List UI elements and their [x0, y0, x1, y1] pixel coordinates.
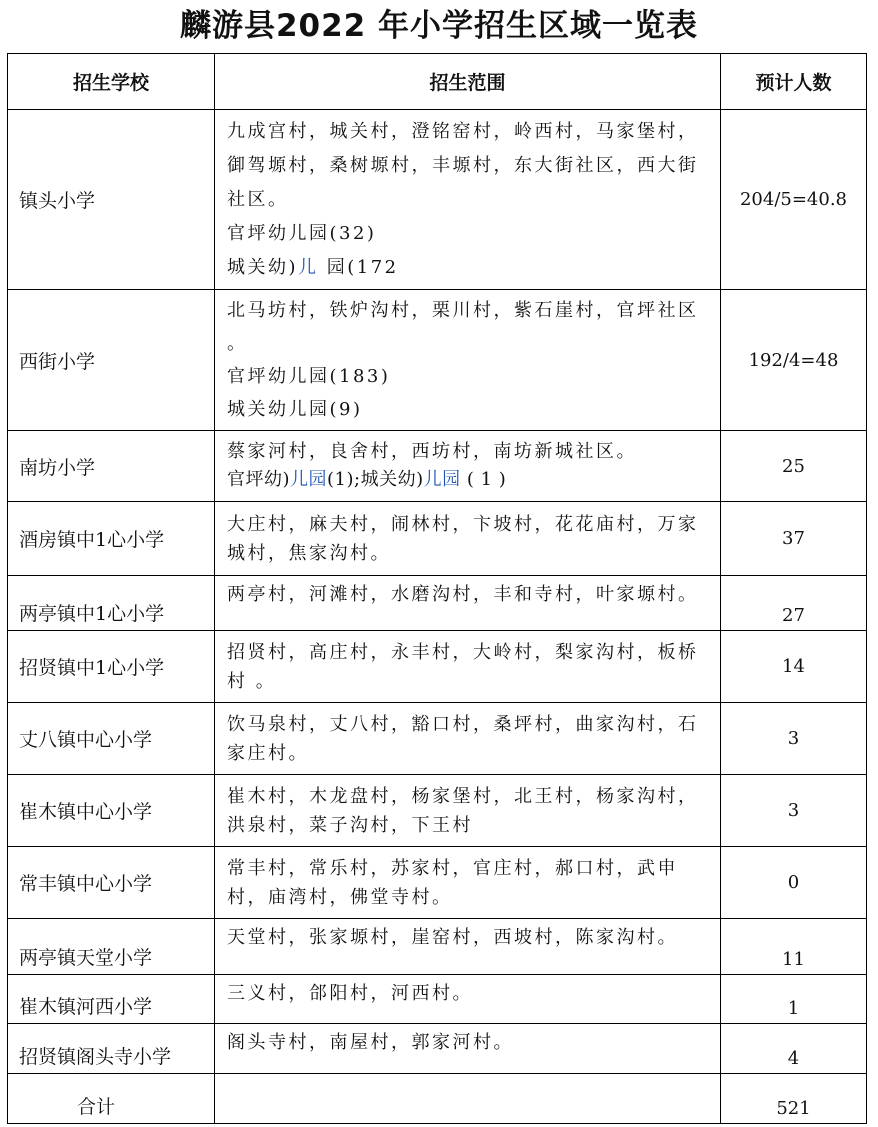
- range-line: 崔木村，木龙盘村，杨家堡村，北王村，杨家沟村，洪泉村，菜子沟村，下王村: [227, 785, 699, 836]
- range-text: 城关幼): [227, 256, 299, 278]
- total-label: 合计: [8, 1074, 215, 1124]
- header-school: 招生学校: [8, 54, 215, 110]
- table-row: [8, 919, 867, 975]
- range-line: 官坪幼儿园(183): [227, 366, 391, 387]
- school-name: 镇头小学: [8, 110, 215, 290]
- enrollment-range: [215, 110, 721, 290]
- enrollment-range: [215, 290, 721, 431]
- enrollment-range: [215, 847, 721, 919]
- expected-count: 204/5=40.8: [721, 110, 867, 290]
- table-row: [8, 431, 867, 502]
- range-line: [227, 466, 714, 494]
- range-line: 天堂村，张家塬村，崖窑村，西坡村，陈家沟村。: [227, 927, 678, 948]
- range-line: 大庄村，麻夫村，闹林村，卞坡村，花花庙村，万家城村，焦家沟村。: [227, 513, 699, 564]
- table-header-row: [8, 54, 867, 110]
- range-text: 官坪幼): [227, 469, 291, 490]
- expected-count: 27: [721, 576, 867, 631]
- expected-count: 3: [721, 775, 867, 847]
- range-line: 官坪幼儿园(32): [227, 222, 377, 244]
- range-line: 阁头寺村，南屋村，郭家河村。: [227, 1032, 514, 1053]
- table-row: [8, 110, 867, 290]
- expected-count: 192/4=48: [721, 290, 867, 431]
- school-name: 酒房镇中1心小学: [8, 502, 215, 576]
- school-name: 两亭镇天堂小学: [8, 919, 215, 975]
- school-name: 常丰镇中心小学: [8, 847, 215, 919]
- enrollment-table: [7, 53, 867, 1124]
- school-name: 西街小学: [8, 290, 215, 431]
- total-range: [215, 1074, 721, 1124]
- expected-count: 0: [721, 847, 867, 919]
- school-name: 两亭镇中1心小学: [8, 576, 215, 631]
- range-line: 招贤村，高庄村，永丰村，大岭村，梨家沟村，板桥 村 。: [227, 641, 699, 692]
- school-name: 丈八镇中心小学: [8, 703, 215, 775]
- enrollment-range: [215, 576, 721, 631]
- total-count: 521: [721, 1074, 867, 1124]
- table-row: [8, 576, 867, 631]
- table-row: [8, 775, 867, 847]
- range-text-highlight: 儿: [298, 256, 319, 278]
- range-text: (1);城关幼): [327, 469, 424, 490]
- page-title: 麟游县2022 年小学招生区域一览表: [179, 8, 699, 44]
- school-name: 南坊小学: [8, 431, 215, 502]
- table-row: [8, 703, 867, 775]
- expected-count: 25: [721, 431, 867, 502]
- school-name: 崔木镇河西小学: [8, 975, 215, 1024]
- expected-count: 37: [721, 502, 867, 576]
- table-row: [8, 847, 867, 919]
- range-line: 两亭村，河滩村，水磨沟村，丰和寺村，叶家塬村。: [227, 584, 699, 605]
- table-row: [8, 975, 867, 1024]
- enrollment-range: [215, 502, 721, 576]
- school-name: 崔木镇中心小学: [8, 775, 215, 847]
- expected-count: 11: [721, 919, 867, 975]
- total-row: [8, 1074, 867, 1124]
- enrollment-range: [215, 975, 721, 1024]
- enrollment-range: [215, 1024, 721, 1074]
- header-range: 招生范围: [215, 54, 721, 110]
- table-row: [8, 502, 867, 576]
- range-line: 城关幼儿园(9): [227, 399, 363, 420]
- range-line: 饮马泉村，丈八村，豁口村，桑坪村，曲家沟村，石家庄村。: [227, 713, 699, 764]
- enrollment-range: [215, 431, 721, 502]
- range-text-highlight: 儿园: [290, 469, 328, 490]
- range-line: 常丰村，常乐村，苏家村，官庄村，郝口村，武申村，庙湾村，佛堂寺村。: [227, 857, 678, 908]
- range-text: 园(172: [318, 256, 399, 278]
- expected-count: 4: [721, 1024, 867, 1074]
- range-text: ( 1 ): [460, 469, 507, 490]
- range-line: 九成宫村，城关村，澄铭窑村，岭西村，马家堡村，御驾塬村，桑树塬村，丰塬村，东大街社区，西大街社区。: [227, 120, 699, 210]
- range-text-highlight: 儿园: [423, 469, 461, 490]
- table-row: [8, 631, 867, 703]
- range-line: 蔡家河村，良舍村，西坊村，南坊新城社区。: [227, 441, 637, 462]
- expected-count: 14: [721, 631, 867, 703]
- school-name: 招贤镇阁头寺小学: [8, 1024, 215, 1074]
- range-line: 北马坊村，铁炉沟村，栗川村，紫石崖村，官坪社区 。: [227, 300, 699, 354]
- range-line: [227, 251, 714, 285]
- table-row: [8, 1024, 867, 1074]
- range-line: 三义村，郃阳村，河西村。: [227, 983, 473, 1004]
- enrollment-range: [215, 703, 721, 775]
- expected-count: 1: [721, 975, 867, 1024]
- enrollment-range: [215, 775, 721, 847]
- table-row: [8, 290, 867, 431]
- enrollment-range: [215, 919, 721, 975]
- header-count: 预计人数: [721, 54, 867, 110]
- expected-count: 3: [721, 703, 867, 775]
- school-name: 招贤镇中1心小学: [8, 631, 215, 703]
- enrollment-range: [215, 631, 721, 703]
